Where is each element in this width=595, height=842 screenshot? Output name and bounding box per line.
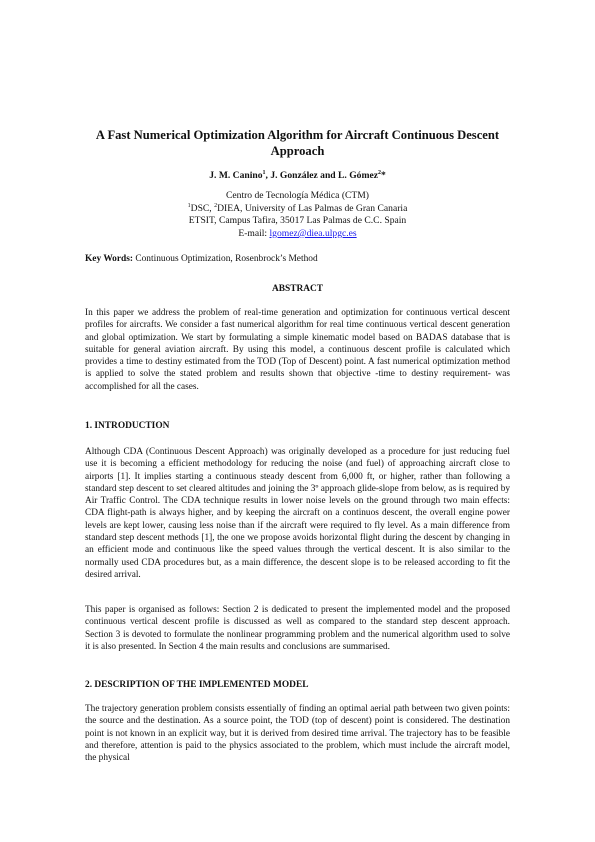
keywords-line bbox=[85, 254, 510, 264]
affiliation-line-3: ETSIT, Campus Tafira, 35017 Las Palmas de C.C. Spain bbox=[188, 215, 407, 227]
affil-mark-1: 1 bbox=[187, 202, 191, 209]
affil-dept-1: DSC, bbox=[190, 202, 215, 214]
paper-title: A Fast Numerical Optimization Algorithm for Aircraft Continuous Descent Approach bbox=[95, 128, 500, 158]
email-label: E-mail: bbox=[238, 227, 270, 239]
affil-dept-2: DIEA, University of Las Palmas de Gran Canaria bbox=[217, 202, 408, 214]
email-link[interactable]: lgomez@diea.ulpgc.es bbox=[269, 227, 357, 239]
author-2-affil-mark: 2 bbox=[377, 169, 381, 176]
section-1-paragraph-1: Although CDA (Continuous Descent Approach) was originally developed as a procedure for just reducing fuel use it is becoming a efficient methodology for reducing the noise (and fuel) of approaching aircraft close to airports [1]. It implies starting a continuous steady descent from 6,000 ft, or higher, rather than following a standard step descent to set cleared altitudes and joining the 3º approach glide-slope from below, as is required by Air Traffic Control. The CDA technique results in lower noise levels on the ground through two main effects: CDA flight-path is always higher, and by keeping the aircraft on a continuos descent, the overall engine power levels are kept lower, causing less noise than if the aircraft were required to fly level. As a main difference from standard step descent methods [1], the one we propose avoids horizontal flight during the descent by changing in an efficient mode and continuous like the speed values through the vertical descent. It is also similar to the normally used CDA procedures but, as a main difference, the descent slope is to be released according to fit the desired arrival. bbox=[85, 447, 510, 580]
author-1: J. M. Canino bbox=[209, 170, 263, 181]
affiliation-line-1: Centro de Tecnología Médica (CTM) bbox=[225, 190, 370, 201]
affiliation-line-2 bbox=[85, 203, 510, 216]
abstract-paragraph: In this paper we address the problem of real-time generation and optimization for continuous vertical descent profiles for aircrafts. We consider a fast numerical algorithm for real time continuous vertical descent generation and global optimization. We start by formulating a simple kinematic model based on BADAS database that is suitable for general aviation aircraft. By using this model, a continuous descent profile is calculated which provides a time to destiny estimated from the TOD (Top of Descent) point. A fast numerical optimization method is applied to solve the stated problem and results shown that objective -time to destiny requirement- was accomplished for all the cases. bbox=[85, 308, 510, 392]
author-line bbox=[85, 170, 510, 181]
section-2-heading: 2. DESCRIPTION OF THE IMPLEMENTED MODEL bbox=[85, 680, 309, 690]
affil-mark-2: 2 bbox=[214, 202, 218, 209]
section-2-paragraph-1: The trajectory generation problem consists essentially of finding an optimal aerial path between two given points: the source and the destination. As a source point, the TOD (top of descent) point is considered. The destination point is not known in an explicit way, but it is derived from desired time arrival. The trajectory has to be feasible and therefore, attention is paid to the physics associated to the problem, which must include the aircraft model, the physical bbox=[85, 704, 510, 764]
abstract-heading: ABSTRACT bbox=[271, 284, 324, 294]
corresponding-mark: * bbox=[380, 170, 386, 181]
keywords-text: Continuous Optimization, Rosenbrock’s Method bbox=[133, 254, 318, 264]
affiliation-block bbox=[85, 190, 510, 240]
email-line bbox=[85, 228, 510, 241]
section-1-paragraph-2: This paper is organised as follows: Section 2 is dedicated to present the implemented model and the proposed continuous vertical descent profile is discussed as well as compared to the standard step descent approach. Section 3 is devoted to formulate the nonlinear programming problem and the numerical algorithm used to solve it is also presented. In Section 4 the main results and conclusions are summarised. bbox=[85, 605, 510, 652]
author-1-affil-mark: 1 bbox=[262, 169, 266, 176]
author-separator: , bbox=[265, 170, 271, 181]
author-2-3: J. González and L. Gómez bbox=[270, 170, 378, 181]
keywords-label: Key Words: bbox=[85, 254, 134, 264]
section-1-heading: 1. INTRODUCTION bbox=[85, 421, 170, 431]
